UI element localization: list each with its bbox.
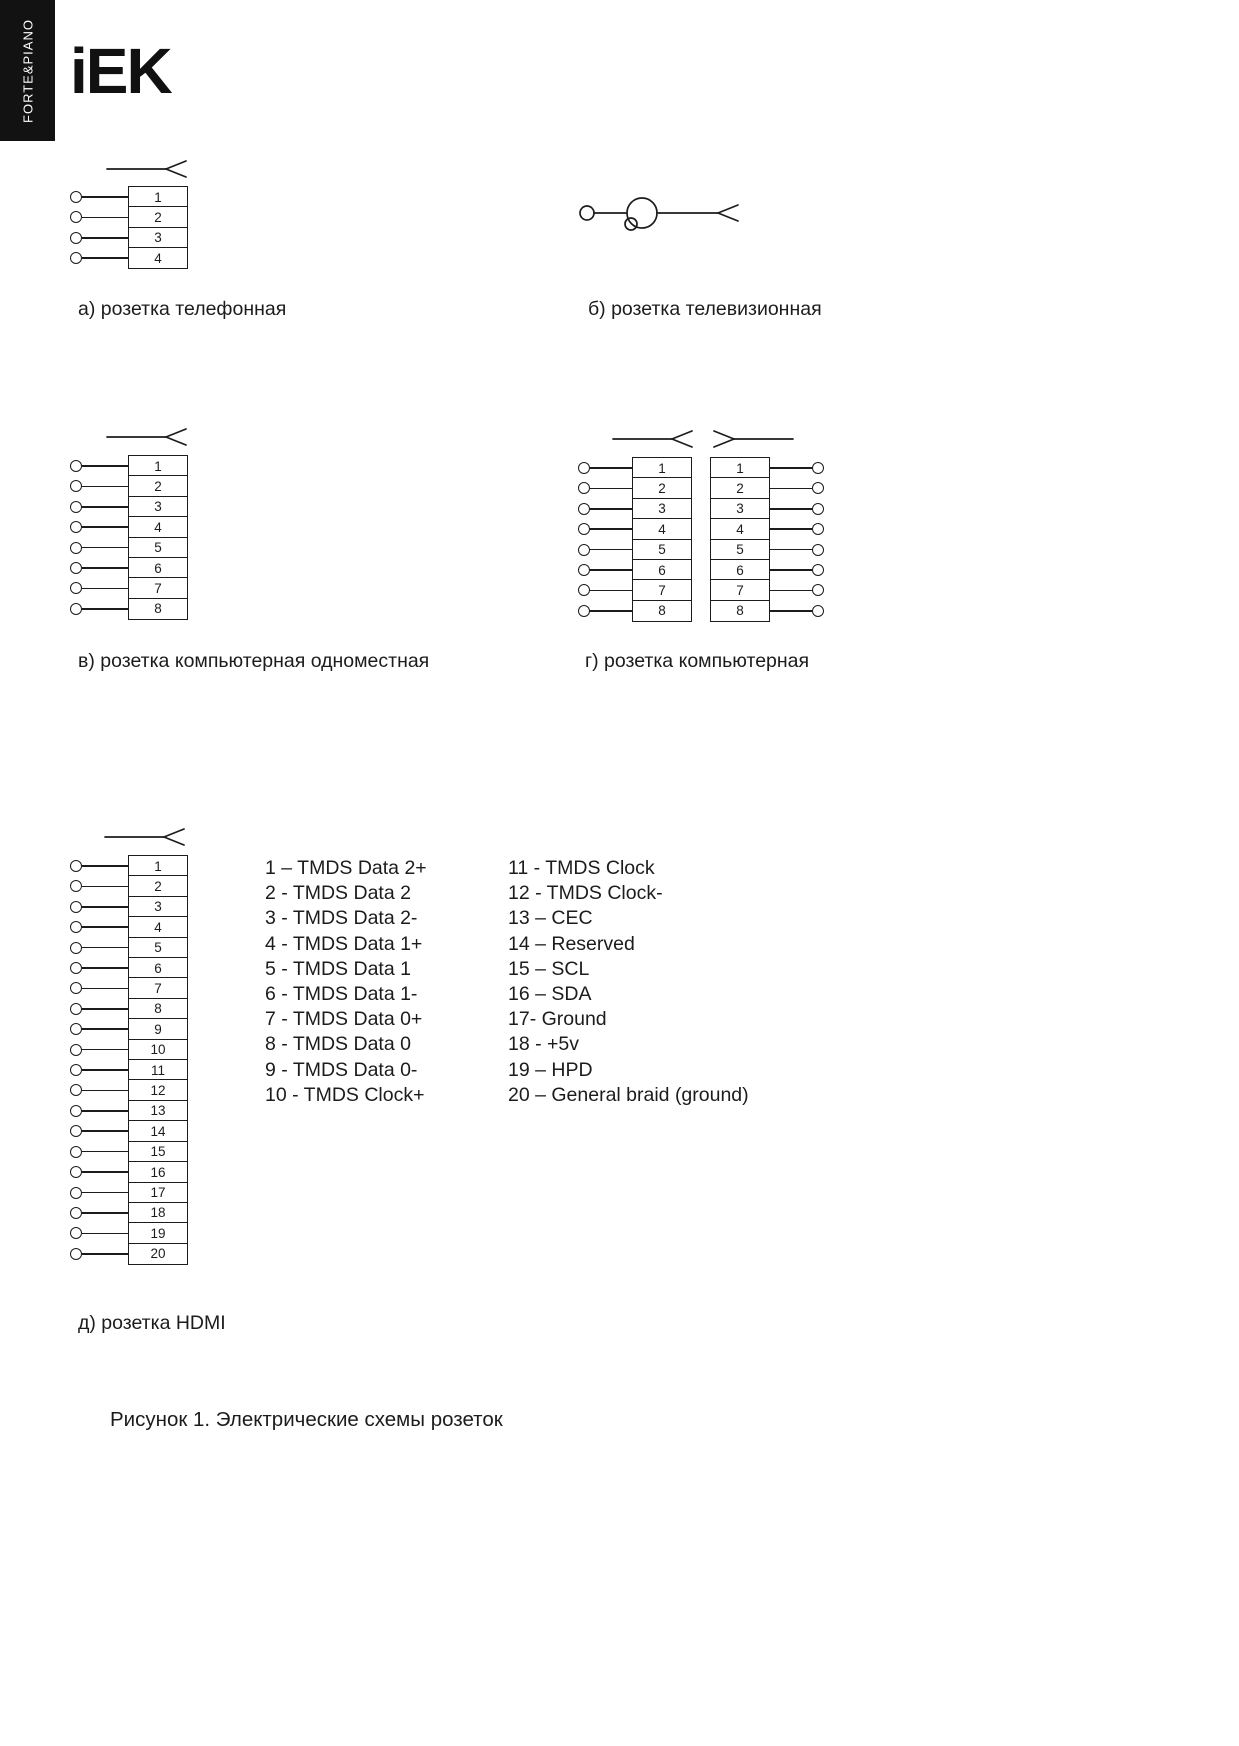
pin-description: 16 – SDA xyxy=(508,983,592,1006)
terminal-circle xyxy=(70,901,82,913)
pin-box: 3 xyxy=(128,496,188,518)
terminal-circle xyxy=(70,1044,82,1056)
pin-row xyxy=(70,227,188,249)
terminal-circle xyxy=(70,1003,82,1015)
wire xyxy=(590,508,632,510)
pin-row xyxy=(70,1039,188,1061)
hdmi-connector xyxy=(70,855,188,1265)
terminal-circle xyxy=(812,482,824,494)
pin-description: 13 – CEC xyxy=(508,907,593,930)
pin-row xyxy=(70,186,188,208)
terminal-circle xyxy=(578,605,590,617)
pin-box: 8 xyxy=(128,998,188,1020)
pin-row xyxy=(578,477,692,499)
pin-row xyxy=(70,916,188,938)
wire xyxy=(82,237,128,239)
terminal-circle xyxy=(70,1227,82,1239)
pin-box: 9 xyxy=(128,1018,188,1040)
pin-box: 19 xyxy=(128,1222,188,1244)
pin-box: 5 xyxy=(710,539,770,561)
terminal-circle xyxy=(70,191,82,203)
wire xyxy=(82,526,128,528)
pin-row xyxy=(70,896,188,918)
pin-box: 2 xyxy=(128,875,188,897)
pin-box: 4 xyxy=(632,518,692,540)
pin-box: 5 xyxy=(632,539,692,561)
pin-box: 7 xyxy=(632,579,692,601)
pin-box: 4 xyxy=(710,518,770,540)
wire xyxy=(770,508,812,510)
pin-row xyxy=(710,518,824,540)
wire xyxy=(82,486,128,488)
pin-row xyxy=(70,1141,188,1163)
pin-row xyxy=(70,1120,188,1142)
pin-description: 11 - TMDS Clock xyxy=(508,857,655,879)
pin-row xyxy=(70,1079,188,1101)
terminal-circle xyxy=(812,523,824,535)
wire xyxy=(82,886,128,888)
pin-box: 18 xyxy=(128,1202,188,1224)
pin-box: 5 xyxy=(128,937,188,959)
wire xyxy=(82,465,128,467)
pin-box: 7 xyxy=(128,577,188,599)
pin-box: 2 xyxy=(128,206,188,228)
wire xyxy=(82,567,128,569)
pin-box: 8 xyxy=(710,600,770,622)
wire xyxy=(82,506,128,508)
wire xyxy=(770,549,812,551)
wire xyxy=(82,1090,128,1092)
terminal-circle xyxy=(70,942,82,954)
socket-fork-symbol xyxy=(104,828,186,846)
plug-fork-symbol xyxy=(712,430,794,448)
computer-single-connector xyxy=(70,455,188,620)
terminal-circle xyxy=(70,962,82,974)
pin-row xyxy=(578,559,692,581)
pin-box: 1 xyxy=(128,186,188,208)
terminal-circle xyxy=(70,1064,82,1076)
pin-box: 2 xyxy=(710,477,770,499)
pin-row xyxy=(70,1243,188,1265)
terminal-circle xyxy=(578,584,590,596)
wire xyxy=(82,1049,128,1051)
pin-box: 11 xyxy=(128,1059,188,1081)
wire xyxy=(82,1233,128,1235)
diagram-label-telephone: а) розетка телефонная xyxy=(78,298,287,320)
terminal-circle xyxy=(70,1187,82,1199)
pin-box: 13 xyxy=(128,1100,188,1122)
telephone-socket-connector xyxy=(70,186,188,269)
terminal-circle xyxy=(812,544,824,556)
terminal-circle xyxy=(70,1023,82,1035)
pin-row xyxy=(70,537,188,559)
wire xyxy=(770,467,812,469)
pin-box: 3 xyxy=(128,227,188,249)
terminal-circle xyxy=(578,564,590,576)
pin-row xyxy=(70,475,188,497)
wire xyxy=(82,1171,128,1173)
computer-double-connector-right xyxy=(710,457,824,622)
terminal-circle xyxy=(70,603,82,615)
pin-box: 14 xyxy=(128,1120,188,1142)
pin-row xyxy=(578,600,692,622)
pin-description: 18 - +5v xyxy=(508,1033,580,1056)
pin-row xyxy=(70,516,188,538)
terminal-circle xyxy=(70,1166,82,1178)
wire xyxy=(82,865,128,867)
pin-box: 8 xyxy=(632,600,692,622)
pin-description: 5 - TMDS Data 1 xyxy=(265,957,411,980)
wire xyxy=(770,590,812,592)
wire xyxy=(82,1130,128,1132)
pin-box: 6 xyxy=(632,559,692,581)
terminal-circle xyxy=(70,542,82,554)
pin-row xyxy=(70,1182,188,1204)
terminal-circle xyxy=(70,921,82,933)
wire xyxy=(82,1151,128,1153)
terminal-circle xyxy=(70,860,82,872)
pin-row xyxy=(710,498,824,520)
diagram-label-tv: б) розетка телевизионная xyxy=(588,298,822,320)
pin-box: 16 xyxy=(128,1161,188,1183)
figure-caption: Рисунок 1. Электрические схемы розеток xyxy=(110,1408,503,1431)
pin-description: 8 - TMDS Data 0 xyxy=(265,1033,411,1056)
terminal-circle xyxy=(578,544,590,556)
pin-row xyxy=(70,875,188,897)
terminal-circle xyxy=(812,503,824,515)
pin-box: 6 xyxy=(710,559,770,581)
tv-socket-symbol xyxy=(578,195,746,231)
pin-description: 1 – TMDS Data 2+ xyxy=(265,857,427,879)
wire xyxy=(82,1192,128,1194)
terminal-circle xyxy=(578,503,590,515)
pin-description: 12 - TMDS Clock- xyxy=(508,882,663,905)
diagram-label-computer-double: г) розетка компьютерная xyxy=(585,650,810,672)
pin-row xyxy=(70,557,188,579)
pin-row xyxy=(578,498,692,520)
pin-box: 6 xyxy=(128,957,188,979)
pin-row xyxy=(578,518,692,540)
pin-box: 10 xyxy=(128,1039,188,1061)
wire xyxy=(82,1253,128,1255)
socket-fork-symbol xyxy=(106,428,188,446)
terminal-circle xyxy=(70,1146,82,1158)
terminal-circle xyxy=(70,460,82,472)
pin-description: 2 - TMDS Data 2 xyxy=(265,882,411,905)
terminal-circle xyxy=(70,252,82,264)
pin-box: 3 xyxy=(710,498,770,520)
pin-row xyxy=(70,598,188,620)
pin-row xyxy=(70,206,188,228)
wire xyxy=(82,988,128,990)
terminal-circle xyxy=(812,605,824,617)
terminal-circle xyxy=(70,480,82,492)
pin-row xyxy=(710,457,824,479)
wire xyxy=(82,257,128,259)
pin-row xyxy=(710,477,824,499)
wire xyxy=(590,488,632,490)
socket-fork-symbol xyxy=(106,160,188,178)
terminal-circle xyxy=(70,521,82,533)
wire xyxy=(590,528,632,530)
terminal-circle xyxy=(812,564,824,576)
terminal-circle xyxy=(70,982,82,994)
terminal-circle xyxy=(70,1125,82,1137)
wire xyxy=(82,547,128,549)
pin-description: 3 - TMDS Data 2- xyxy=(265,907,418,930)
pin-row xyxy=(70,247,188,269)
pin-box: 15 xyxy=(128,1141,188,1163)
pin-row xyxy=(70,1222,188,1244)
pin-description: 10 - TMDS Clock+ xyxy=(265,1083,425,1106)
wire xyxy=(82,1069,128,1071)
wire xyxy=(590,590,632,592)
pin-description: 19 – HPD xyxy=(508,1058,593,1081)
pin-row xyxy=(710,539,824,561)
pin-box: 1 xyxy=(632,457,692,479)
pin-row xyxy=(70,455,188,477)
terminal-circle xyxy=(578,482,590,494)
terminal-circle xyxy=(70,1105,82,1117)
pin-description: 14 – Reserved xyxy=(508,932,635,955)
wire xyxy=(770,610,812,612)
terminal-circle xyxy=(70,582,82,594)
pin-row xyxy=(70,1018,188,1040)
pin-row xyxy=(710,600,824,622)
spine-tab xyxy=(0,0,55,141)
pin-description: 7 - TMDS Data 0+ xyxy=(265,1008,423,1031)
pin-box: 5 xyxy=(128,537,188,559)
pin-description: 20 – General braid (ground) xyxy=(508,1083,749,1106)
socket-fork-symbol xyxy=(612,430,694,448)
pin-row xyxy=(70,1059,188,1081)
pin-box: 4 xyxy=(128,247,188,269)
wire xyxy=(770,569,812,571)
wire xyxy=(82,1212,128,1214)
iek-logo: iEK xyxy=(70,35,171,107)
diagram-label-computer-single: в) розетка компьютерная одноместная xyxy=(78,650,430,672)
wire xyxy=(770,528,812,530)
pin-box: 1 xyxy=(128,455,188,477)
wire xyxy=(82,947,128,949)
wire xyxy=(82,926,128,928)
pin-box: 8 xyxy=(128,598,188,620)
pin-box: 1 xyxy=(128,855,188,877)
wire xyxy=(82,967,128,969)
terminal-circle xyxy=(70,562,82,574)
wire xyxy=(590,569,632,571)
pin-row xyxy=(70,1202,188,1224)
pin-box: 6 xyxy=(128,557,188,579)
wire xyxy=(82,1028,128,1030)
pin-description: 6 - TMDS Data 1- xyxy=(265,983,418,1006)
wire xyxy=(82,608,128,610)
pin-box: 7 xyxy=(128,977,188,999)
wire xyxy=(82,1110,128,1112)
pin-row xyxy=(70,855,188,877)
pin-row xyxy=(70,1100,188,1122)
pin-row xyxy=(70,577,188,599)
pin-box: 3 xyxy=(128,896,188,918)
pin-row xyxy=(70,957,188,979)
pin-box: 7 xyxy=(710,579,770,601)
pin-box: 4 xyxy=(128,516,188,538)
terminal-circle xyxy=(70,1084,82,1096)
pin-row xyxy=(578,457,692,479)
wire xyxy=(590,467,632,469)
terminal-circle xyxy=(812,584,824,596)
pin-row xyxy=(578,579,692,601)
wire xyxy=(82,196,128,198)
terminal-circle xyxy=(578,462,590,474)
pin-description: 4 - TMDS Data 1+ xyxy=(265,932,423,955)
pin-box: 3 xyxy=(632,498,692,520)
pin-row xyxy=(710,559,824,581)
wire xyxy=(770,488,812,490)
pin-box: 20 xyxy=(128,1243,188,1265)
pin-row xyxy=(70,1161,188,1183)
terminal-circle xyxy=(70,1207,82,1219)
pin-box: 4 xyxy=(128,916,188,938)
terminal-circle xyxy=(70,211,82,223)
diagram-label-hdmi: д) розетка HDMI xyxy=(78,1312,226,1334)
pin-row xyxy=(70,977,188,999)
terminal-circle xyxy=(70,232,82,244)
terminal-circle xyxy=(70,880,82,892)
pin-box: 1 xyxy=(710,457,770,479)
pin-box: 17 xyxy=(128,1182,188,1204)
pin-box: 12 xyxy=(128,1079,188,1101)
pin-row xyxy=(70,937,188,959)
pin-row xyxy=(710,579,824,601)
spine-series-label: FORTE&PIANO xyxy=(20,18,35,123)
terminal-circle xyxy=(70,1248,82,1260)
computer-double-connector-left xyxy=(578,457,692,622)
terminal-circle xyxy=(578,523,590,535)
wire xyxy=(590,549,632,551)
terminal-circle xyxy=(812,462,824,474)
pin-description: 17- Ground xyxy=(508,1008,607,1031)
pin-box: 2 xyxy=(632,477,692,499)
pin-description: 15 – SCL xyxy=(508,957,590,980)
hdmi-pinout-column-2 xyxy=(508,856,749,1108)
hdmi-pinout-column-1 xyxy=(265,856,427,1108)
pin-row xyxy=(70,998,188,1020)
pin-row xyxy=(70,496,188,518)
wire xyxy=(82,1008,128,1010)
pin-box: 2 xyxy=(128,475,188,497)
pin-row xyxy=(578,539,692,561)
wire xyxy=(82,217,128,219)
wire xyxy=(82,588,128,590)
wire xyxy=(590,610,632,612)
wire xyxy=(82,906,128,908)
terminal-circle xyxy=(70,501,82,513)
pin-description: 9 - TMDS Data 0- xyxy=(265,1058,418,1081)
